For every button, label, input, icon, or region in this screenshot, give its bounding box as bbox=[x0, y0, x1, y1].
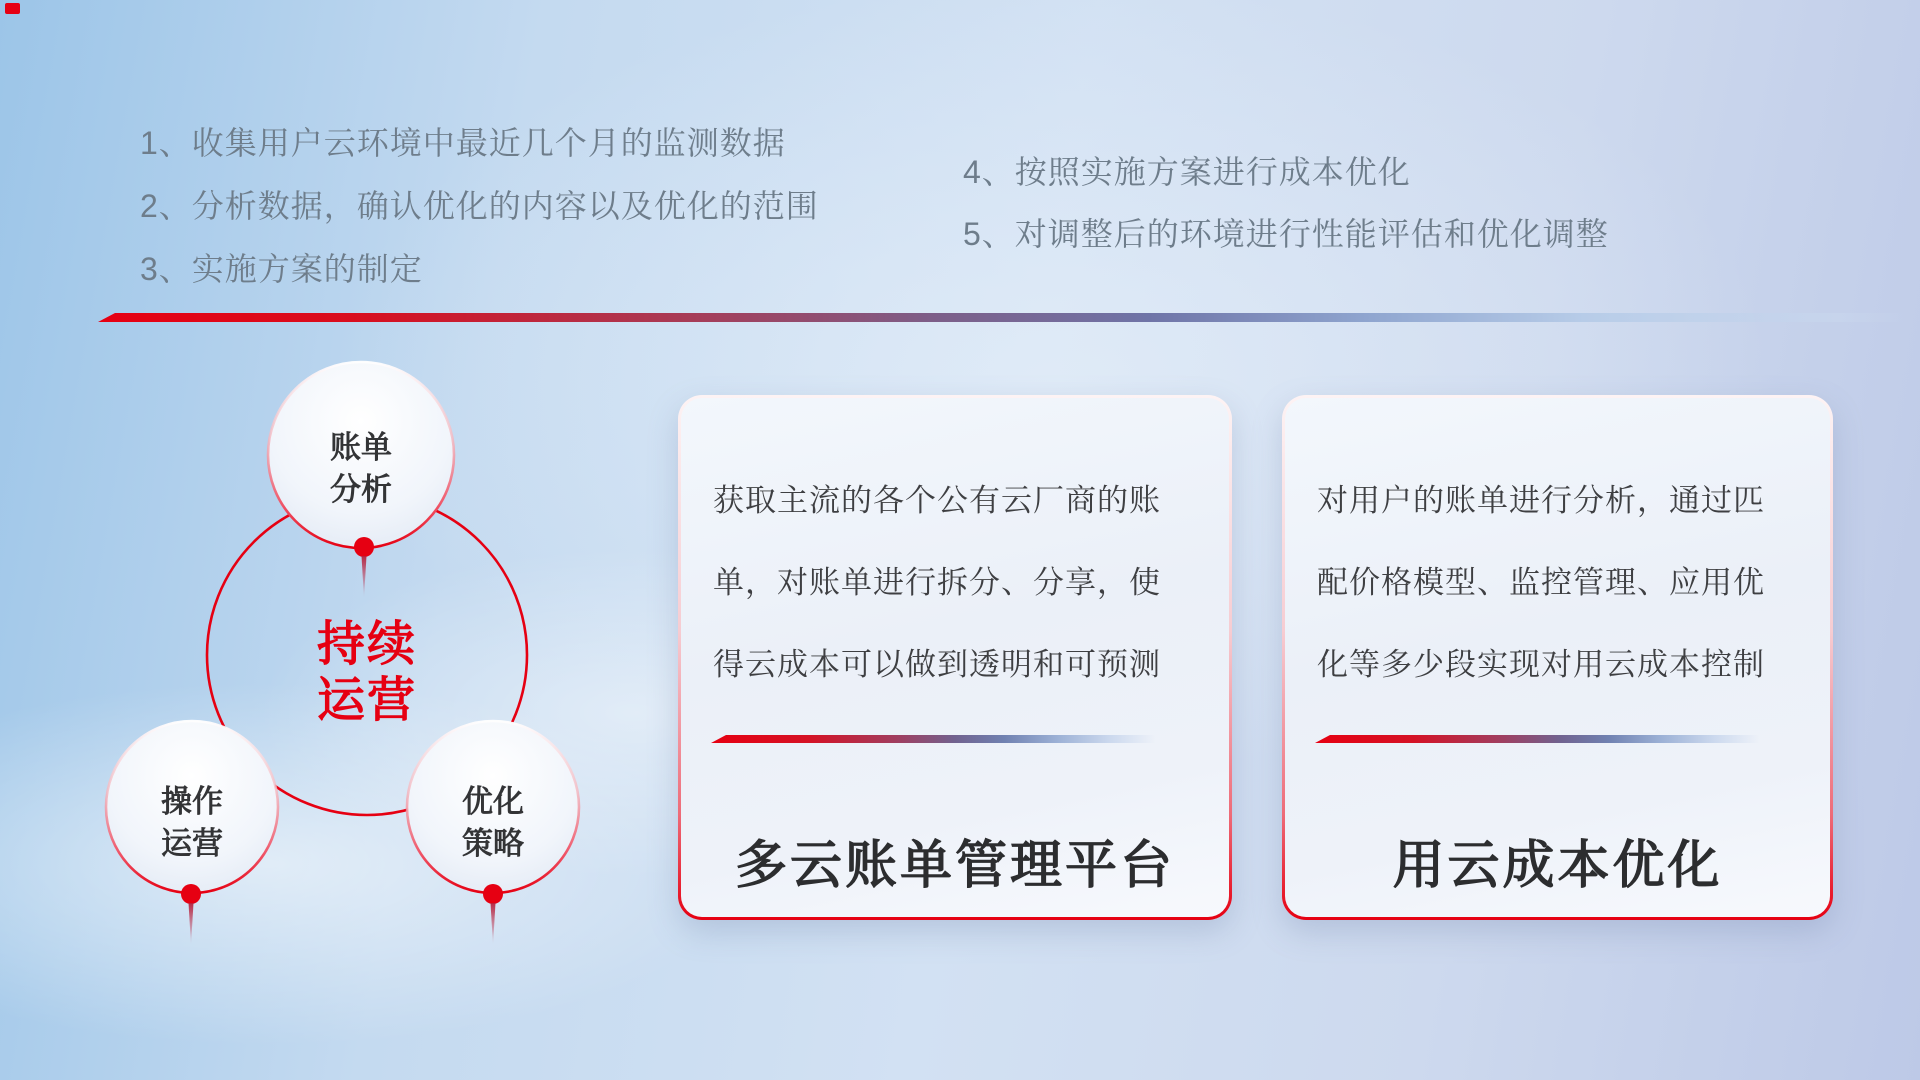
card-cloud-cost-optimization bbox=[1282, 395, 1833, 920]
body-line: 对用户的账单进行分析，通过匹 bbox=[1317, 483, 1765, 518]
corner-mark bbox=[5, 3, 20, 14]
step-item-3: 3、实施方案的制定 bbox=[140, 251, 423, 287]
step-item-5: 5、对调整后的环境进行性能评估和优化调整 bbox=[963, 216, 1609, 252]
bottom-right-node-label-line2: 策略 bbox=[462, 826, 524, 861]
pin-needle-bottom-right bbox=[491, 903, 496, 945]
steps-list-left bbox=[140, 112, 819, 301]
top-node-label-line1: 账单 bbox=[330, 430, 392, 465]
body-line: 获取主流的各个公有云厂商的账 bbox=[713, 483, 1161, 518]
card-cloud-cost-optimization-body bbox=[1317, 460, 1810, 706]
section-divider-line bbox=[98, 313, 1910, 322]
center-label-line2: 运营 bbox=[316, 674, 418, 727]
pin-needle-bottom-left bbox=[189, 903, 194, 945]
card-multicloud-billing-inner bbox=[681, 398, 1229, 917]
step-item-2: 2、分析数据，确认优化的内容以及优化的范围 bbox=[140, 188, 819, 224]
bottom-right-node-label-line1: 优化 bbox=[462, 784, 524, 819]
body-line: 配价格模型、监控管理、应用优 bbox=[1317, 565, 1765, 600]
card-cloud-cost-optimization-inner bbox=[1285, 398, 1830, 917]
card-multicloud-billing-body bbox=[713, 460, 1209, 706]
card-accent-line bbox=[1315, 735, 1759, 743]
pin-dot-bottom-right bbox=[483, 884, 503, 904]
top-node-label-line2: 分析 bbox=[330, 472, 392, 507]
card-accent-line bbox=[711, 735, 1155, 743]
bottom-left-node-label-line1: 操作 bbox=[161, 784, 223, 819]
center-label-line1: 持续 bbox=[316, 618, 418, 671]
body-line: 得云成本可以做到透明和可预测 bbox=[713, 647, 1161, 682]
step-item-4: 4、按照实施方案进行成本优化 bbox=[963, 154, 1411, 190]
body-line: 单，对账单进行拆分、分享，使 bbox=[713, 565, 1161, 600]
bottom-left-node-label-line2: 运营 bbox=[161, 826, 223, 861]
body-line: 化等多少段实现对用云成本控制 bbox=[1317, 647, 1765, 682]
pin-needle-top bbox=[362, 556, 367, 598]
steps-list-right bbox=[963, 141, 1609, 265]
card-multicloud-billing-title: 多云账单管理平台 bbox=[734, 837, 1175, 895]
card-cloud-cost-optimization-title: 用云成本优化 bbox=[1392, 837, 1723, 895]
cycle-diagram bbox=[60, 340, 600, 960]
pin-dot-bottom-left bbox=[181, 884, 201, 904]
pin-dot-top bbox=[354, 537, 374, 557]
step-item-1: 1、收集用户云环境中最近几个月的监测数据 bbox=[140, 125, 786, 161]
card-multicloud-billing bbox=[678, 395, 1232, 920]
